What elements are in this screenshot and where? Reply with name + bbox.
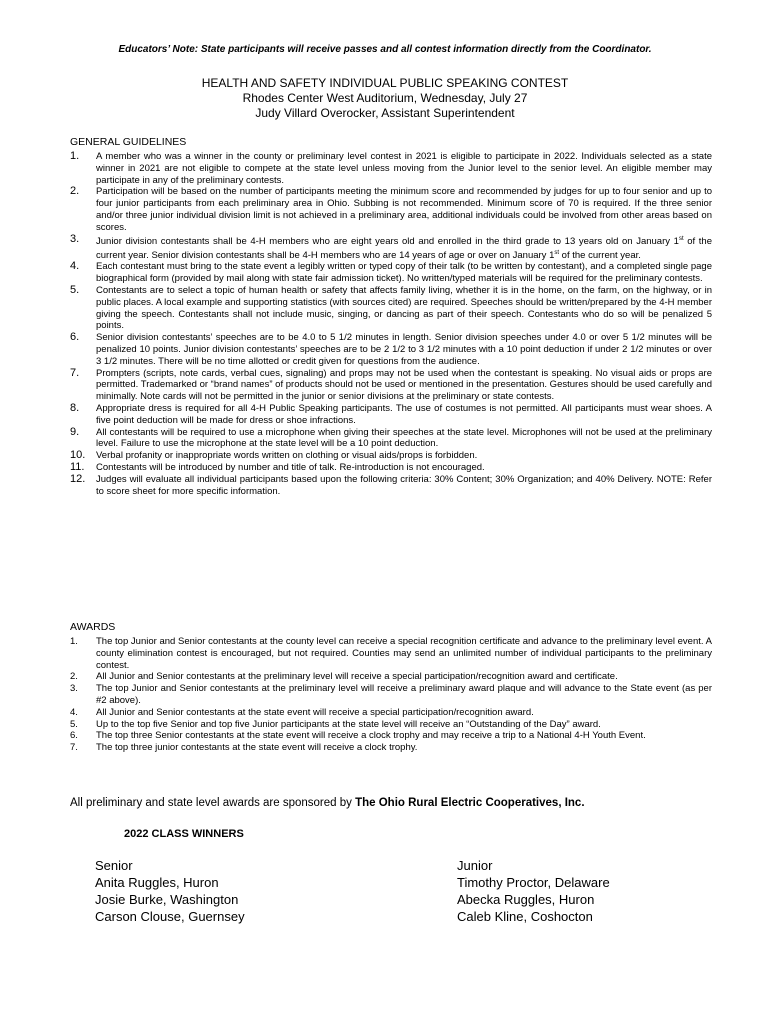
guideline-item xyxy=(70,368,712,403)
guideline-item xyxy=(70,151,712,186)
guideline-item-text: Senior division contestants’ speeches are to be 4.0 to 5 1/2 minutes in length. Senior division speeches under 4.0 or over 5 1/2 minutes will be penalized 10 points. Junior division contestants’ speeches are to be 2 1/2 to 3 1/2 minutes with a 10 point deduction if under 2 1/2 minutes or over 3 1/2 minutes. There will be no time allotted or credit given for questions from the audience. xyxy=(96,332,712,367)
contest-title: HEALTH AND SAFETY INDIVIDUAL PUBLIC SPEAKING CONTEST xyxy=(201,76,569,90)
document-header xyxy=(0,76,770,121)
winners-title: 2022 CLASS WINNERS xyxy=(124,828,244,840)
award-item xyxy=(70,671,712,683)
award-item-text: All Junior and Senior contestants at the preliminary level will receive a special participation/recognition award and certificate. xyxy=(96,671,618,683)
senior-winners xyxy=(95,857,245,925)
award-item-number: 6. xyxy=(70,730,78,742)
senior-winner: Josie Burke, Washington xyxy=(95,892,239,907)
guideline-item-text: Contestants are to select a topic of human health or safety that affects family living, whether it is in the home, on the farm, on the highway, or in public places. A local example and supporting statistics (with sources cited) are required. Speeches should be written/prepared by the 4-H member giving the speech. Contestants shall not include music, singing, or dancing as part of their speech. Contestants who do so will be penalized 5 points. xyxy=(96,285,712,332)
guideline-item xyxy=(70,285,712,332)
awards-heading: AWARDS xyxy=(70,621,116,633)
senior-winner: Carson Clouse, Guernsey xyxy=(95,909,245,924)
award-item-text: Up to the top five Senior and top five Junior participants at the state level will receive an “Outstanding of the Day” award. xyxy=(96,718,601,730)
guideline-item-text: All contestants will be required to use a microphone when giving their speeches at the state level. Microphones will not be used at the preliminary level. Failure to use the microphone at the state level will be a 10 point deduction. xyxy=(96,426,712,450)
guideline-item xyxy=(70,234,712,262)
guideline-item-text: Each contestant must bring to the state event a legibly written or typed copy of their talk (to be written by contestant), and a completed single page biographical form (provided by mail along with state fair admission ticket). No written/typed materials will be required for the preliminary contests. xyxy=(96,261,712,285)
guideline-item-number: 9. xyxy=(70,425,80,438)
guideline-item xyxy=(70,462,712,474)
award-item-text: The top Junior and Senior contestants at the preliminary level will receive a preliminary award plaque and will advance to the State event (as per #2 above). xyxy=(96,683,712,706)
award-item-text: The top three junior contestants at the state event will receive a clock trophy. xyxy=(96,742,418,754)
award-item-text: The top Junior and Senior contestants at the county level can receive a special recognition certificate and advance to the preliminary level event. A county elimination contest is encouraged, but not required. Counties may send an unlimited number of individual participants to the preliminary contest. xyxy=(96,636,712,671)
guideline-item-number: 7. xyxy=(70,366,80,379)
guideline-item xyxy=(70,427,712,451)
award-item xyxy=(70,742,712,754)
award-item-number: 7. xyxy=(70,742,78,754)
guideline-item xyxy=(70,474,712,498)
award-item xyxy=(70,730,712,742)
guideline-item-number: 6. xyxy=(70,331,80,344)
guidelines-heading: GENERAL GUIDELINES xyxy=(70,136,187,148)
junior-winner: Caleb Kline, Coshocton xyxy=(457,909,593,924)
guideline-item-text: Contestants will be introduced by number and title of talk. Re-introduction is not encouraged. xyxy=(96,462,485,474)
guideline-item xyxy=(70,403,712,427)
sponsor-line xyxy=(70,797,585,809)
award-item-text: The top three Senior contestants at the state event will receive a clock trophy and may receive a trip to a National 4-H Youth Event. xyxy=(96,730,646,742)
junior-winner: Abecka Ruggles, Huron xyxy=(457,892,595,907)
guideline-item-text: Participation will be based on the number of participants meeting the minimum score and recommended by judges for up to four senior and up to four junior participants from each preliminary area in Ohio. Subbing is not recommended. Minimum score of 70 is required. If the three senior and/or three junior individual division limit is not achieved in a preliminary area, additional individuals could be involved from other areas based on scores. xyxy=(96,186,712,233)
award-item-number: 2. xyxy=(70,671,78,683)
sponsor-prefix: All preliminary and state level awards are sponsored by xyxy=(70,797,356,809)
guideline-item-number: 3. xyxy=(70,232,80,245)
award-item-number: 4. xyxy=(70,706,78,718)
junior-winners xyxy=(457,857,610,925)
educators-note: Educators’ Note: State participants will receive passes and all contest information directly from the Coordinator. xyxy=(118,44,652,55)
award-item-number: 1. xyxy=(70,636,78,647)
guideline-item xyxy=(70,186,712,233)
guideline-item xyxy=(70,261,712,285)
guideline-item xyxy=(70,450,712,462)
awards-list xyxy=(70,636,712,754)
guideline-item-number: 2. xyxy=(70,185,80,198)
junior-heading: Junior xyxy=(457,858,493,873)
guideline-item-number: 1. xyxy=(70,150,80,162)
guideline-item-number: 11. xyxy=(70,461,85,474)
award-item xyxy=(70,636,712,671)
award-item-number: 5. xyxy=(70,718,78,730)
guideline-item-number: 4. xyxy=(70,260,80,273)
award-item-number: 3. xyxy=(70,683,78,695)
award-item xyxy=(70,719,712,731)
guideline-item-text: A member who was a winner in the county or preliminary level contest in 2021 is eligible to participate in 2022. Individuals selected as a state winner in 2021 are not eligible to compete at the state level unless moving from the Junior level to the senior level. An eligible member may participate in any of the preliminary contests. xyxy=(96,151,712,186)
guideline-item-text: Appropriate dress is required for all 4-H Public Speaking participants. The use of costumes is not permitted. All participants must wear shoes. A five point deduction will be made for dress or shoe infractions. xyxy=(96,403,712,426)
award-item-text: All Junior and Senior contestants at the state event will receive a special participation/recognition award. xyxy=(96,706,534,718)
junior-winner: Timothy Proctor, Delaware xyxy=(457,875,610,890)
guideline-item-number: 12. xyxy=(70,472,86,485)
senior-winner: Anita Ruggles, Huron xyxy=(95,875,219,890)
guideline-item-text: Prompters (scripts, note cards, verbal cues, signaling) and props may not be used when the contestant is speaking. No visual aids or props are permitted. Trademarked or “brand names” of products should not be used or mentioned in the presentation. Gestures should be used carefully and minimally. Note cards will not be permitted in the junior or senior divisions at the preliminary or state contests. xyxy=(96,367,712,403)
guideline-item-number: 10. xyxy=(70,449,86,462)
guideline-item-text: Junior division contestants shall be 4-H members who are eight years old and enrolled in the third grade to 13 years old on January 1st of the current year. Senior division contestants shall be 4-H members who are 14 years of age or over on January 1st of the current year. xyxy=(96,235,712,261)
contest-superintendent: Judy Villard Overocker, Assistant Superintendent xyxy=(255,106,515,120)
guideline-item-number: 5. xyxy=(70,284,80,297)
sponsor-name: The Ohio Rural Electric Cooperatives, Inc. xyxy=(355,797,585,809)
guideline-item-number: 8. xyxy=(70,402,80,415)
guideline-item xyxy=(70,332,712,367)
contest-location: Rhodes Center West Auditorium, Wednesday, July 27 xyxy=(242,91,528,105)
award-item xyxy=(70,707,712,719)
guideline-item-text: Verbal profanity or inappropriate words written on clothing or visual aids/props is forbidden. xyxy=(96,450,478,462)
guideline-item-text: Judges will evaluate all individual participants based upon the following criteria: 30% Content; 30% Organization; and 40% Delivery. NOTE: Refer to score sheet for more specific information. xyxy=(96,473,712,497)
guidelines-list xyxy=(70,151,712,497)
award-item xyxy=(70,683,712,707)
senior-heading: Senior xyxy=(95,858,133,873)
